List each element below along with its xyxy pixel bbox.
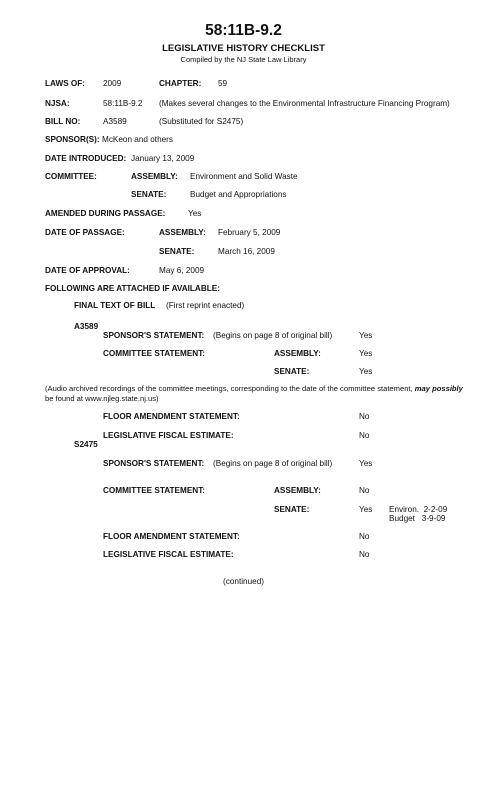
njsa-label: NJSA:: [45, 99, 70, 108]
passage-assembly-label: ASSEMBLY:: [159, 228, 206, 237]
s2475-senate-date-environ: Environ. 2-2-09: [389, 505, 448, 514]
date-of-passage-label: DATE OF PASSAGE:: [45, 228, 125, 237]
page-title: 58:11B-9.2: [205, 22, 282, 39]
a3589-floor-amendment-value: No: [359, 412, 370, 421]
njsa-description: (Makes several changes to the Environmental Infrastructure Financing Program): [159, 99, 450, 108]
a3589-senate-label: SENATE:: [274, 367, 310, 376]
a3589-fiscal-estimate-value: No: [359, 431, 370, 440]
bill-no-label: BILL NO:: [45, 117, 81, 126]
s2475-fiscal-estimate-label: LEGISLATIVE FISCAL ESTIMATE:: [103, 550, 234, 559]
s2475-sponsor-statement-label: SPONSOR'S STATEMENT:: [103, 459, 205, 468]
audio-archive-note: [45, 384, 475, 403]
a3589-assembly-value: Yes: [359, 349, 373, 358]
committee-senate-label: SENATE:: [131, 190, 167, 199]
s2475-sponsor-statement-note: (Begins on page 8 of original bill): [213, 459, 333, 468]
s2475-bill-label: S2475: [74, 440, 98, 449]
s2475-floor-amendment-value: No: [359, 532, 370, 541]
audio-note-end: be found at www.njleg.state.nj.us): [45, 393, 159, 403]
final-text-note: (First reprint enacted): [166, 301, 245, 310]
a3589-sponsor-statement-value: Yes: [359, 331, 373, 340]
passage-senate-label: SENATE:: [159, 247, 195, 256]
a3589-committee-statement-label: COMMITTEE STATEMENT:: [103, 349, 206, 358]
passage-assembly-value: February 5, 2009: [218, 228, 281, 237]
audio-note-emphasis: may possibly: [414, 384, 463, 393]
s2475-floor-amendment-label: FLOOR AMENDMENT STATEMENT:: [103, 532, 240, 541]
a3589-floor-amendment-label: FLOOR AMENDMENT STATEMENT:: [103, 412, 240, 421]
s2475-assembly-value: No: [359, 486, 370, 495]
s2475-fiscal-estimate-value: No: [359, 550, 370, 559]
sponsors-label: SPONSOR(S):: [45, 135, 100, 144]
audio-note-start: (Audio archived recordings of the committee meetings, corresponding to the date of the committee statement,: [45, 384, 413, 393]
a3589-senate-value: Yes: [359, 367, 373, 376]
passage-senate-value: March 16, 2009: [218, 247, 275, 256]
committee-label: COMMITTEE:: [45, 172, 97, 181]
final-text-label: FINAL TEXT OF BILL: [74, 301, 156, 310]
amended-value: Yes: [188, 209, 202, 218]
s2475-senate-value: Yes: [359, 505, 373, 514]
attached-heading: FOLLOWING ARE ATTACHED IF AVAILABLE:: [45, 284, 220, 293]
s2475-senate-label: SENATE:: [274, 505, 310, 514]
date-introduced-label: DATE INTRODUCED:: [45, 154, 127, 163]
committee-assembly-label: ASSEMBLY:: [131, 172, 178, 181]
date-of-approval-value: May 6, 2009: [159, 266, 205, 275]
chapter-label: CHAPTER:: [159, 79, 202, 88]
laws-of-value: 2009: [103, 79, 122, 88]
s2475-senate-date-budget: Budget 3-9-09: [389, 514, 446, 523]
a3589-assembly-label: ASSEMBLY:: [274, 349, 321, 358]
s2475-assembly-label: ASSEMBLY:: [274, 486, 321, 495]
a3589-sponsor-statement-note: (Begins on page 8 of original bill): [213, 331, 333, 340]
amended-label: AMENDED DURING PASSAGE:: [45, 209, 166, 218]
njsa-value: 58:11B-9.2: [103, 99, 143, 108]
sponsors-value: McKeon and others: [102, 135, 174, 144]
s2475-sponsor-statement-value: Yes: [359, 459, 373, 468]
checklist-subtitle: LEGISLATIVE HISTORY CHECKLIST: [162, 43, 325, 54]
a3589-sponsor-statement-label: SPONSOR'S STATEMENT:: [103, 331, 205, 340]
laws-of-label: LAWS OF:: [45, 79, 86, 88]
date-introduced-value: January 13, 2009: [131, 154, 195, 163]
a3589-bill-label: A3589: [74, 322, 99, 331]
continued-note: (continued): [223, 577, 264, 586]
s2475-committee-statement-label: COMMITTEE STATEMENT:: [103, 486, 206, 495]
date-of-approval-label: DATE OF APPROVAL:: [45, 266, 130, 275]
committee-assembly-value: Environment and Solid Waste: [190, 172, 298, 181]
compiled-by: Compiled by the NJ State Law Library: [180, 55, 307, 64]
a3589-fiscal-estimate-label: LEGISLATIVE FISCAL ESTIMATE:: [103, 431, 234, 440]
bill-no-note: (Substituted for S2475): [159, 117, 244, 126]
committee-senate-value: Budget and Appropriations: [190, 190, 287, 199]
chapter-value: 59: [218, 79, 228, 88]
bill-no-value: A3589: [103, 117, 127, 126]
